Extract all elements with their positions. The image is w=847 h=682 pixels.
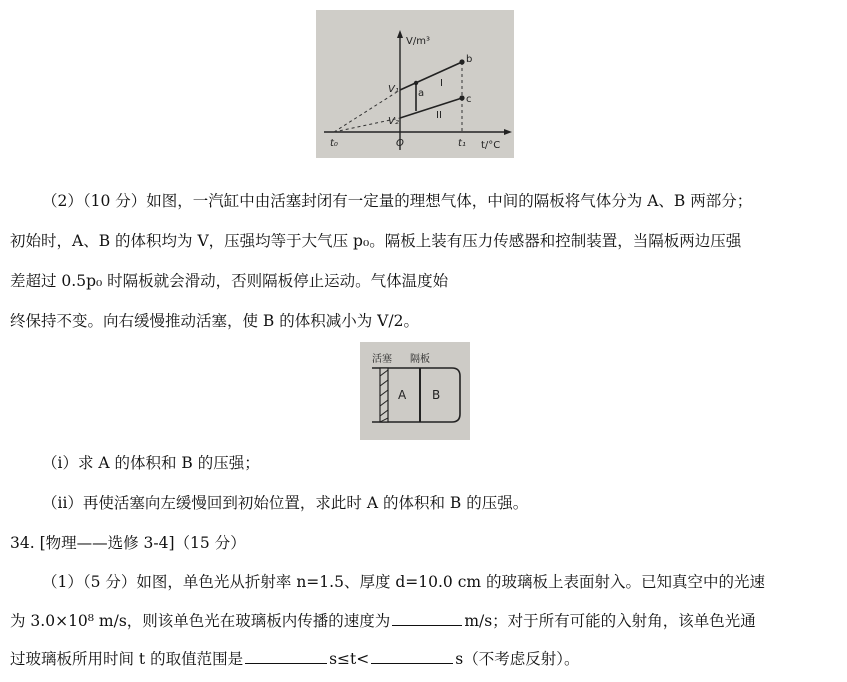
- piston-label: 活塞: [372, 354, 392, 365]
- q34-line-2-post: m/s；对于所有可能的入射角，该单色光通: [464, 612, 756, 630]
- a-label: a: [418, 88, 425, 99]
- y-axis-label: V/m³: [406, 36, 430, 47]
- chamber-a-label: A: [398, 388, 407, 402]
- v1-label: V₁: [388, 84, 399, 95]
- region-i-label: I: [440, 78, 443, 89]
- q34-line-1: （1）（5 分）如图，单色光从折射率 n=1.5、厚度 d=10.0 cm 的玻璃板上表面射入。已知真空中的光速: [42, 573, 766, 591]
- point-c: [459, 95, 464, 100]
- q2-sub-i: （i）求 A 的体积和 B 的压强；: [42, 454, 260, 472]
- origin-label: O: [396, 138, 404, 149]
- q34-line-3-post: s（不考虑反射）。: [455, 650, 580, 668]
- cylinder-diagram: [360, 342, 470, 440]
- q2-line-2: 初始时，A、B 的体积均为 V，压强均等于大气压 p₀。隔板上装有压力传感器和控制装置，当隔板两边压强: [10, 232, 742, 250]
- cylinder-figure: [360, 342, 470, 440]
- b-label: b: [466, 54, 473, 65]
- answer-blank-tmin[interactable]: [245, 649, 327, 664]
- q2-sub-ii: （ii）再使活塞向左缓慢回到初始位置，求此时 A 的体积和 B 的压强。: [42, 494, 529, 512]
- q2-line-4: 终保持不变。向右缓慢推动活塞，使 B 的体积减小为 V/2。: [10, 312, 419, 330]
- region-ii-label: II: [436, 110, 442, 121]
- q34-line-3: [10, 648, 579, 670]
- answer-blank-speed[interactable]: [392, 611, 462, 626]
- q2-line-1: （2）（10 分）如图，一汽缸中由活塞封闭有一定量的理想气体，中间的隔板将气体分为 A、B 两部分；: [42, 192, 753, 210]
- vt-graph: [316, 10, 514, 158]
- t0-label: t₀: [330, 138, 338, 149]
- t1-label: t₁: [458, 138, 466, 149]
- q2-line-3: 差超过 0.5p₀ 时隔板就会滑动，否则隔板停止运动。气体温度始: [10, 272, 449, 290]
- q34-line-2-pre: 为 3.0×10⁸ m/s，则该单色光在玻璃板内传播的速度为: [10, 612, 391, 630]
- q34-header: 34. [物理——选修 3-4]（15 分）: [10, 534, 246, 552]
- x-axis-label: t/°C: [481, 140, 501, 151]
- point-b: [459, 59, 464, 64]
- point-a: [414, 81, 418, 85]
- vt-graph-figure: [316, 10, 514, 158]
- answer-blank-tmax[interactable]: [371, 649, 453, 664]
- q34-line-2: [10, 610, 756, 632]
- q34-line-3-mid: s≤t<: [329, 650, 370, 668]
- partition-label: 隔板: [410, 354, 430, 365]
- c-label: c: [466, 94, 472, 105]
- v2-label: V₂: [388, 116, 399, 127]
- q34-line-3-pre: 过玻璃板所用时间 t 的取值范围是: [10, 650, 244, 668]
- chamber-b-label: B: [432, 388, 441, 402]
